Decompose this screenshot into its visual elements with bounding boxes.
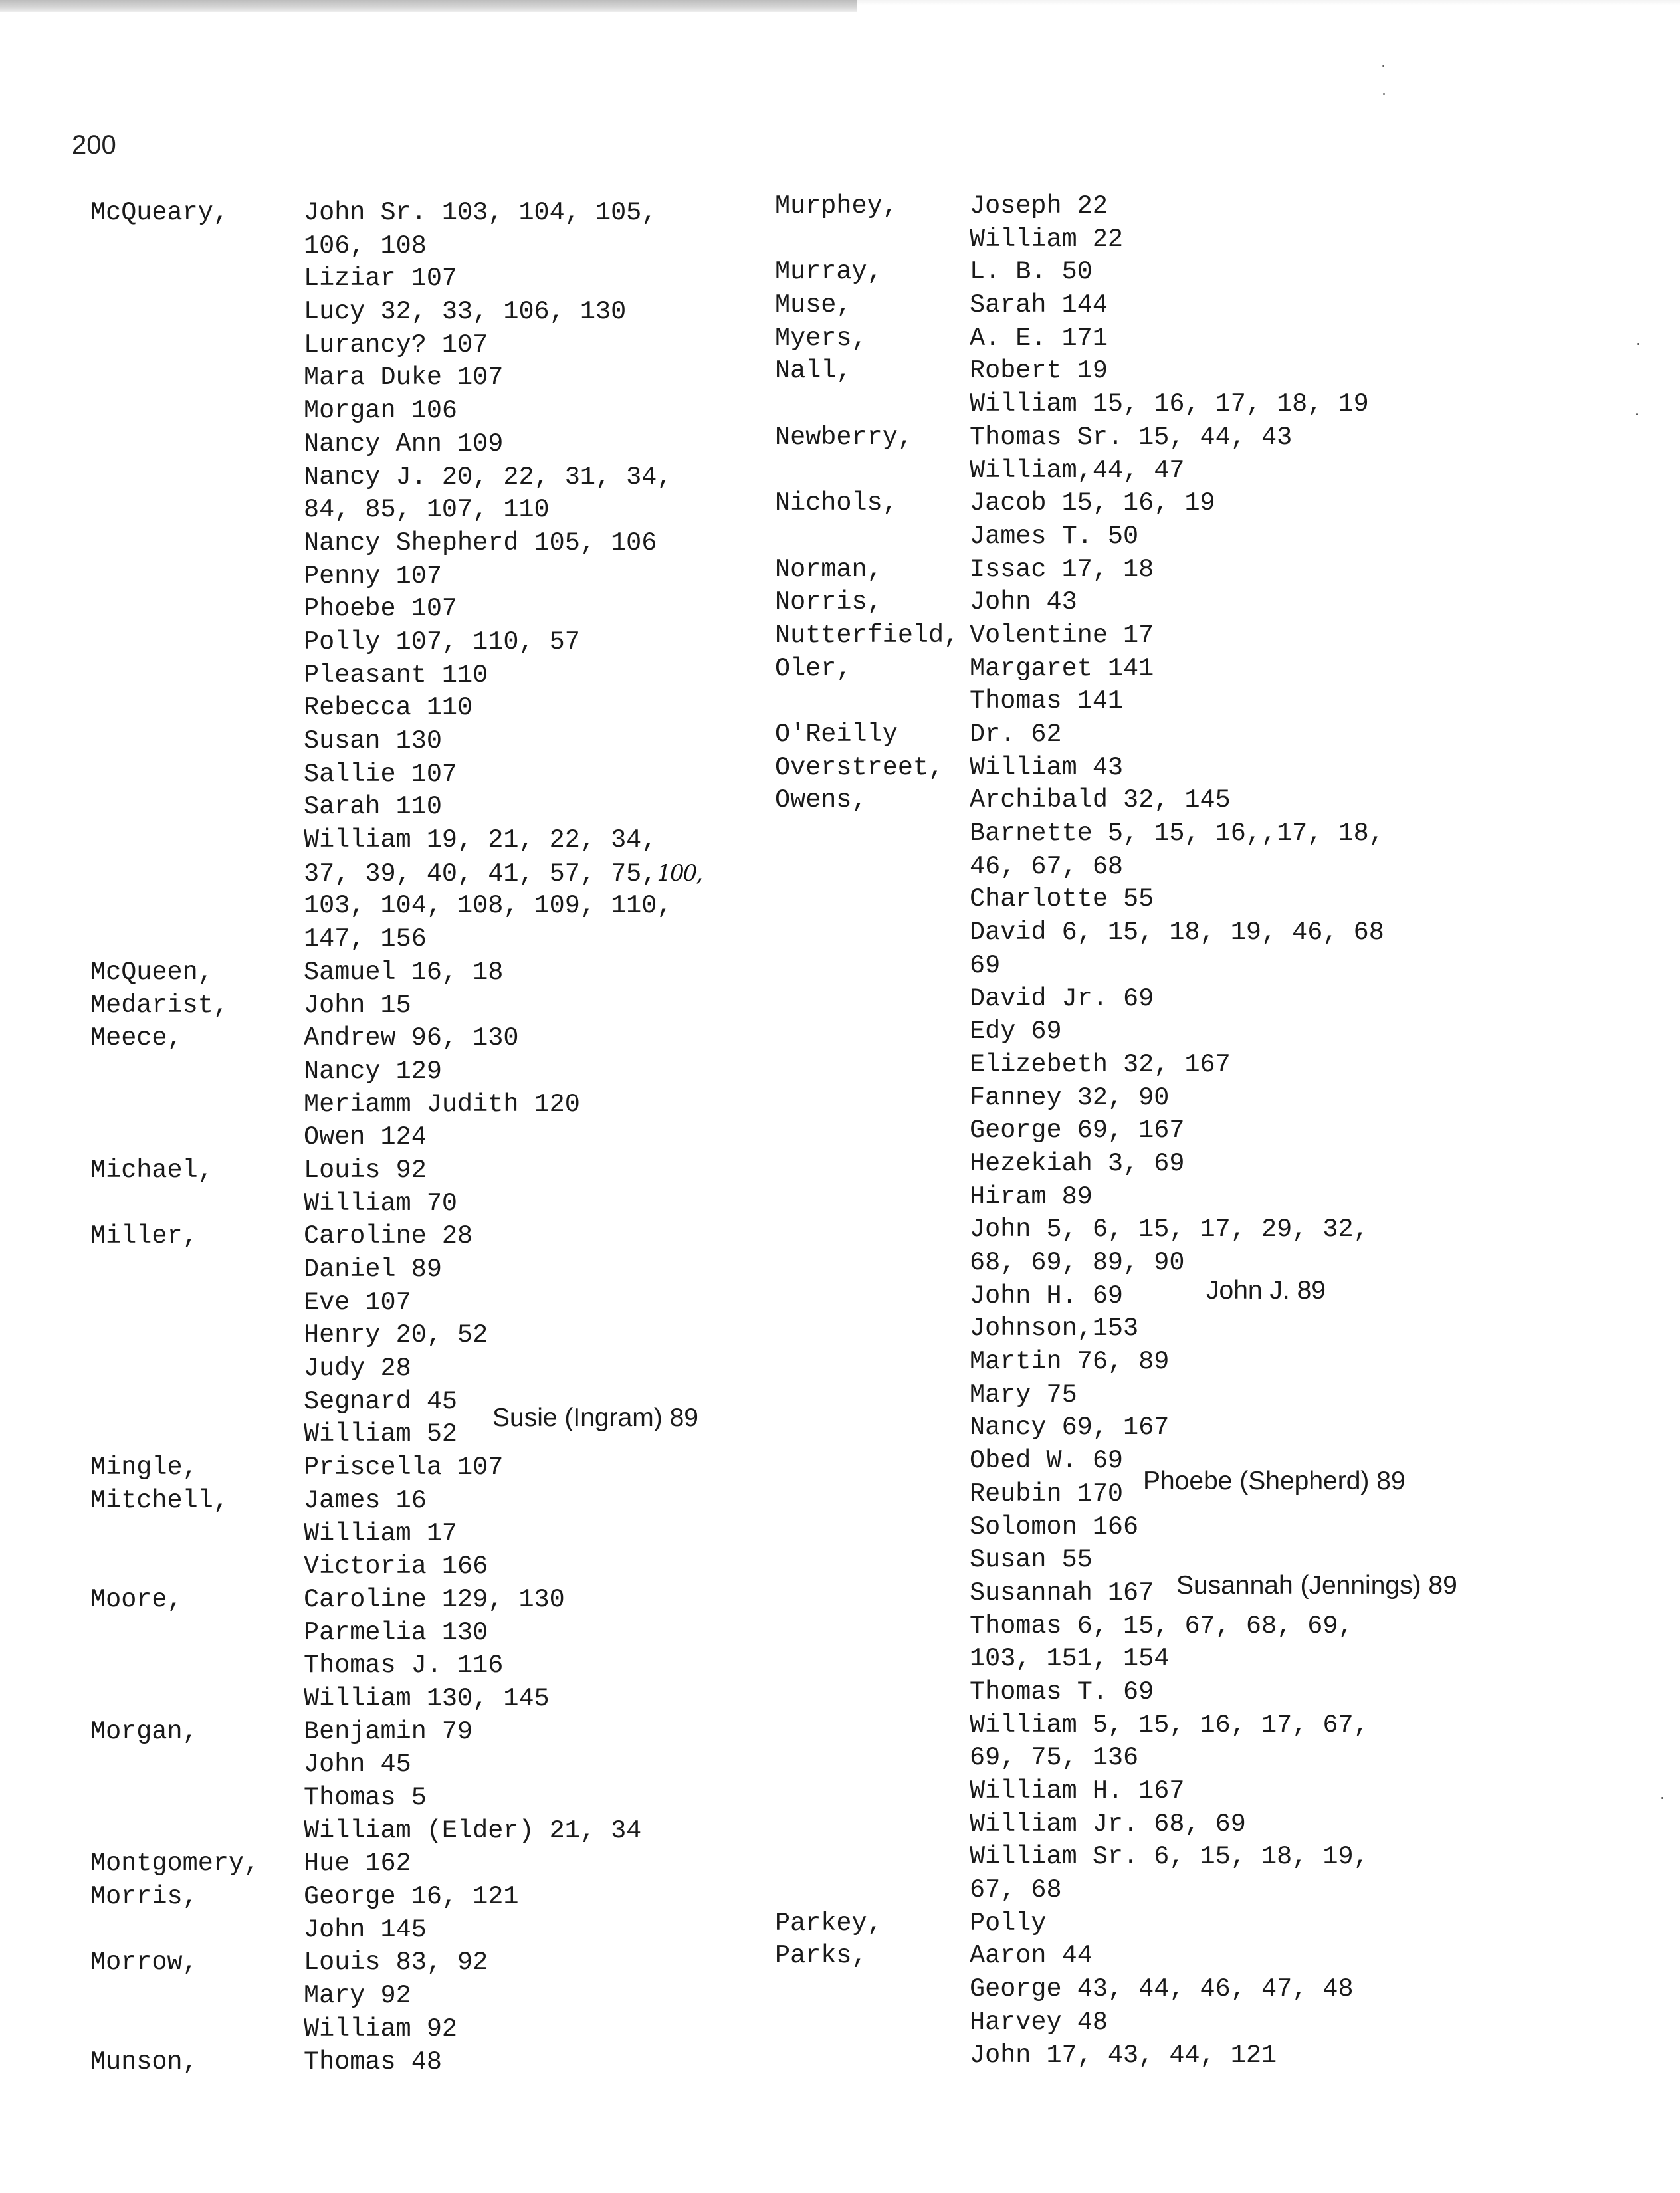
index-entry: [304, 1089, 580, 1122]
index-entry-text: Margaret 141: [970, 653, 1154, 683]
index-entry: [970, 355, 1108, 388]
index-entry: [970, 1312, 1138, 1346]
index-entry: [970, 388, 1369, 421]
index-entry-text: William 19, 21, 22, 34,: [304, 825, 657, 855]
index-entry: [304, 1584, 565, 1617]
index-entry: [970, 817, 1384, 851]
index-entry-text: Thomas J. 116: [304, 1651, 504, 1681]
index-entry-text: Susan 55: [970, 1545, 1093, 1575]
index-entry-text: Mary 92: [304, 1981, 411, 2011]
index-entry: [970, 1213, 1369, 1247]
index-entry: [970, 1181, 1093, 1214]
index-entry-text: Eve 107: [304, 1287, 411, 1317]
index-entry-text: Hue 162: [304, 1849, 411, 1879]
index-entry-text: William (Elder) 21, 34: [304, 1816, 642, 1845]
index-entry-text: William H. 167: [970, 1776, 1185, 1806]
index-entry-text: Judy 28: [304, 1354, 411, 1384]
index-entry: [970, 851, 1123, 884]
index-entry-text: Dr. 62: [970, 720, 1062, 749]
index-entry: [304, 1055, 442, 1089]
index-entry-text: Rebecca 110: [304, 693, 473, 723]
index-entry: [970, 1015, 1062, 1049]
index-surname: Miller,: [90, 1221, 198, 1251]
index-entry-text: Daniel 89: [304, 1255, 442, 1284]
index-entry: [970, 1148, 1184, 1181]
scan-speck: [1382, 65, 1384, 67]
index-entry-text: Priscella 107: [304, 1453, 504, 1483]
index-entry: [304, 1386, 457, 1419]
index-entry: [970, 1709, 1369, 1742]
index-entry-text: Segnard 45: [304, 1386, 458, 1416]
index-entry-text: Benjamin 79: [304, 1717, 473, 1746]
index-entry-text: William 5, 15, 16, 17, 67,: [970, 1710, 1369, 1740]
index-surname: Norman,: [775, 554, 883, 584]
index-entry: [970, 653, 1154, 686]
index-entry: [970, 1114, 1184, 1148]
index-surname: Medarist,: [90, 990, 229, 1020]
index-entry: [970, 718, 1062, 752]
handwritten-page-ref: 100,: [657, 859, 702, 887]
index-entry-text: 84, 85, 107, 110: [304, 495, 550, 525]
index-surname: Nutterfield,: [775, 620, 960, 650]
index-entry: [304, 1748, 411, 1782]
index-entry-text: Nancy 69, 167: [970, 1413, 1170, 1443]
index-entry: [970, 1049, 1231, 1082]
index-entry: [304, 758, 457, 791]
index-entry: [304, 890, 673, 923]
index-surname: Mingle,: [90, 1453, 198, 1483]
index-entry-text: Louis 92: [304, 1155, 427, 1185]
index-entry: [970, 256, 1093, 289]
index-entry: [970, 455, 1184, 488]
index-surname: Owens,: [775, 785, 867, 815]
index-entry-text: Sarah 110: [304, 792, 442, 822]
index-entry-text: 69, 75, 136: [970, 1743, 1139, 1773]
page-number: 200: [72, 130, 116, 159]
index-entry: [304, 1946, 488, 1980]
index-entry-text: John H. 69: [970, 1281, 1124, 1310]
index-entry-text: Meriamm Judith 120: [304, 1089, 580, 1119]
index-entry: [970, 586, 1077, 619]
index-entry: [970, 1411, 1169, 1445]
scan-edge-shadow: [0, 0, 857, 12]
index-entry-text: Hiram 89: [970, 1182, 1093, 1211]
index-entry: [970, 223, 1123, 257]
index-entry: [304, 362, 503, 395]
index-entry: [304, 262, 457, 296]
index-entry-text: Owen 124: [304, 1122, 427, 1152]
index-entry: [970, 1973, 1354, 2006]
index-entry-text: Thomas T. 69: [970, 1677, 1154, 1707]
index-entry: [970, 1511, 1138, 1544]
index-entry-text: Liziar 107: [304, 264, 458, 294]
index-entry-text: William 52: [304, 1419, 458, 1449]
index-entry-text: Parmelia 130: [304, 1618, 488, 1647]
index-entry-text: 103, 151, 154: [970, 1644, 1170, 1674]
index-entry: [304, 560, 442, 593]
index-entry: [304, 1253, 442, 1287]
index-entry-text: William 92: [304, 2014, 458, 2043]
index-surname: McQueen,: [90, 957, 213, 987]
index-entry-text: George 43, 44, 46, 47, 48: [970, 1974, 1354, 2004]
index-entry-text: Caroline 129, 130: [304, 1584, 565, 1614]
index-entry: [304, 1121, 427, 1154]
index-entry: [304, 1319, 488, 1352]
index-entry: [304, 461, 673, 494]
index-entry-text: Robert 19: [970, 356, 1108, 386]
index-entry: [970, 554, 1154, 587]
index-entry: [304, 1649, 503, 1683]
index-entry-text: Mara Duke 107: [304, 363, 504, 393]
index-entry-text: Mary 75: [970, 1380, 1077, 1410]
index-entry-text: L. B. 50: [970, 257, 1093, 287]
index-entry: [970, 289, 1108, 322]
index-entry: [970, 1082, 1169, 1115]
index-surname: Morris,: [90, 1882, 198, 1912]
index-entry: [304, 1847, 411, 1881]
index-entry-text: John 5, 6, 15, 17, 29, 32,: [970, 1215, 1369, 1245]
index-entry-text: James 16: [304, 1485, 427, 1515]
index-entry: [970, 421, 1292, 455]
index-entry: [304, 296, 626, 329]
index-entry-text: Polly: [970, 1908, 1047, 1938]
index-entry-text: William Jr. 68, 69: [970, 1809, 1246, 1839]
index-entry: [970, 520, 1138, 554]
index-entry-text: 37, 39, 40, 41, 57, 75,: [304, 859, 657, 888]
index-entry: [304, 2013, 457, 2046]
index-entry: [970, 1940, 1093, 1973]
index-entry: [970, 784, 1231, 817]
index-entry: [970, 1907, 1047, 1940]
index-entry: [304, 1518, 457, 1551]
index-entry: [304, 1914, 427, 1947]
index-entry: [304, 2046, 442, 2079]
index-entry-text: Jacob 15, 16, 19: [970, 488, 1215, 518]
index-entry-text: Nancy Ann 109: [304, 429, 504, 459]
index-surname: Michael,: [90, 1155, 213, 1185]
index-entry: [304, 1683, 550, 1716]
index-entry: [304, 230, 427, 263]
index-entry: [304, 1782, 427, 1815]
index-entry-text: Archibald 32, 145: [970, 785, 1231, 815]
index-entry: [970, 1346, 1169, 1379]
index-entry: [304, 197, 657, 230]
index-entry: [304, 857, 702, 891]
index-entry: [304, 1188, 457, 1221]
index-entry-text: Lucy 32, 33, 106, 130: [304, 297, 627, 327]
index-entry: [304, 626, 580, 659]
index-entry-text: 103, 104, 108, 109, 110,: [304, 891, 673, 921]
index-surname: Oler,: [775, 653, 852, 683]
index-entry-text: Aaron 44: [970, 1941, 1093, 1971]
index-entry: [970, 2039, 1277, 2073]
index-entry: [304, 1022, 518, 1055]
index-surname: Morgan,: [90, 1717, 198, 1746]
index-entry-text: Sallie 107: [304, 759, 458, 789]
index-entry: [970, 950, 1000, 983]
index-entry-text: George 16, 121: [304, 1882, 519, 1912]
index-entry: [970, 1445, 1123, 1478]
scan-edge-shadow-right: [857, 0, 1680, 5]
index-entry: [970, 1379, 1077, 1412]
index-surname: Mitchell,: [90, 1485, 229, 1515]
index-surname: Parkey,: [775, 1908, 883, 1938]
index-entry: [970, 487, 1215, 520]
index-entry-text: Fanney 32, 90: [970, 1083, 1170, 1112]
index-entry-text: Thomas 141: [970, 686, 1124, 716]
index-entry-text: William 17: [304, 1518, 458, 1548]
index-entry-text: Thomas 5: [304, 1783, 427, 1812]
index-entry: [304, 1352, 411, 1386]
index-surname: Nichols,: [775, 488, 898, 518]
index-entry-text: Nancy Shepherd 105, 106: [304, 528, 657, 558]
index-entry-text: 67, 68: [970, 1875, 1062, 1905]
index-entry: [970, 1775, 1184, 1808]
index-entry: [970, 1577, 1154, 1610]
index-entry-text: Volentine 17: [970, 620, 1154, 650]
index-entry: [970, 983, 1154, 1016]
index-entry: [970, 685, 1123, 718]
index-entry-text: Polly 107, 110, 57: [304, 627, 580, 657]
index-entry: [304, 923, 427, 956]
index-entry: [304, 1418, 457, 1451]
index-entry: [304, 428, 503, 461]
index-entry: [304, 659, 488, 692]
index-entry: [304, 725, 442, 758]
scan-speck: [1637, 343, 1639, 345]
index-entry: [970, 1808, 1246, 1841]
index-entry-text: Nancy J. 20, 22, 31, 34,: [304, 462, 673, 492]
index-entry-text: Solomon 166: [970, 1512, 1139, 1542]
index-entry: [304, 791, 442, 824]
index-entry-text: William 70: [304, 1188, 458, 1218]
index-entry-text: Morgan 106: [304, 396, 458, 426]
index-entry: [970, 1742, 1138, 1775]
index-surname: Norris,: [775, 587, 883, 617]
index-entry-text: Thomas 6, 15, 67, 68, 69,: [970, 1611, 1354, 1641]
index-entry: [970, 1280, 1123, 1313]
index-entry-text: George 69, 167: [970, 1116, 1185, 1146]
index-entry: [970, 1874, 1062, 1907]
index-entry: [304, 824, 657, 857]
index-surname: Muse,: [775, 290, 852, 320]
index-entry-text: Charlotte 55: [970, 885, 1154, 914]
index-surname: Munson,: [90, 2047, 198, 2077]
index-surname: Myers,: [775, 323, 867, 353]
index-entry: [970, 619, 1154, 653]
index-entry-text: Andrew 96, 130: [304, 1023, 519, 1053]
index-entry: [304, 1485, 427, 1518]
index-entry-text: William 43: [970, 752, 1124, 782]
scan-speck: [1661, 1797, 1663, 1799]
index-surname: Montgomery,: [90, 1849, 260, 1879]
index-entry: [304, 1220, 472, 1253]
index-entry-text: Phoebe 107: [304, 594, 458, 624]
index-entry-text: William 15, 16, 17, 18, 19: [970, 389, 1369, 419]
index-entry: [970, 1610, 1354, 1643]
index-entry: [304, 1716, 472, 1749]
index-entry-text: David 6, 15, 18, 19, 46, 68: [970, 918, 1384, 948]
index-entry-text: Edy 69: [970, 1017, 1062, 1047]
index-entry-text: William 130, 145: [304, 1683, 550, 1713]
index-entry-text: Thomas Sr. 15, 44, 43: [970, 422, 1293, 452]
index-entry-text: Thomas 48: [304, 2047, 442, 2077]
index-surname: Meece,: [90, 1023, 183, 1053]
index-entry-text: Obed W. 69: [970, 1446, 1124, 1476]
index-entry-text: Lurancy? 107: [304, 330, 488, 360]
index-entry: [970, 1478, 1123, 1511]
index-entry-text: 68, 69, 89, 90: [970, 1248, 1185, 1277]
index-entry: [304, 1154, 427, 1188]
annotation-susannah-jennings: Susannah (Jennings) 89: [1176, 1571, 1457, 1600]
index-entry: [304, 990, 411, 1023]
index-entry-text: Pleasant 110: [304, 660, 488, 690]
index-entry-text: John 17, 43, 44, 121: [970, 2040, 1277, 2070]
index-surname: Parks,: [775, 1941, 867, 1971]
index-entry: [304, 1815, 641, 1848]
index-entry-text: Caroline 28: [304, 1221, 473, 1251]
index-entry: [304, 494, 550, 527]
index-entry-text: 106, 108: [304, 231, 427, 261]
index-entry: [970, 1676, 1154, 1709]
annotation-phoebe-shepherd: Phoebe (Shepherd) 89: [1143, 1467, 1406, 1495]
index-entry: [304, 692, 472, 725]
index-entry: [304, 1550, 488, 1584]
index-entry: [304, 1287, 411, 1320]
index-entry: [970, 1247, 1184, 1280]
index-entry-text: John 45: [304, 1750, 411, 1780]
index-entry-text: John 15: [304, 990, 411, 1020]
annotation-john-j: John J. 89: [1206, 1276, 1326, 1305]
index-entry: [970, 883, 1154, 916]
index-entry-text: Hezekiah 3, 69: [970, 1148, 1185, 1178]
index-entry-text: Henry 20, 52: [304, 1320, 488, 1350]
scan-speck: [1383, 93, 1385, 95]
index-surname: O'Reilly: [775, 720, 898, 749]
index-entry-text: James T. 50: [970, 521, 1139, 551]
index-entry-text: William Sr. 6, 15, 18, 19,: [970, 1842, 1369, 1872]
index-entry: [304, 1881, 518, 1914]
index-entry-text: Elizebeth 32, 167: [970, 1049, 1231, 1079]
index-entry: [970, 2006, 1108, 2039]
index-entry-text: Barnette 5, 15, 16,,17, 18,: [970, 819, 1384, 849]
index-entry-text: Penny 107: [304, 561, 442, 591]
index-entry-text: William 22: [970, 224, 1124, 254]
index-entry-text: 147, 156: [304, 924, 427, 954]
index-entry: [304, 593, 457, 626]
index-entry-text: Issac 17, 18: [970, 554, 1154, 584]
index-entry-text: Susannah 167: [970, 1578, 1154, 1608]
index-entry-text: John 43: [970, 587, 1077, 617]
index-entry: [970, 1841, 1369, 1874]
index-entry: [304, 1617, 488, 1650]
index-entry-text: Reubin 170: [970, 1479, 1124, 1509]
index-entry-text: Louis 83, 92: [304, 1948, 488, 1978]
index-entry: [970, 752, 1123, 785]
index-surname: Murphey,: [775, 191, 898, 221]
index-entry: [970, 190, 1108, 223]
index-entry: [970, 1544, 1093, 1577]
index-entry-text: Susan 130: [304, 726, 442, 756]
index-entry-text: A. E. 171: [970, 323, 1108, 353]
index-entry-text: Sarah 144: [970, 290, 1108, 320]
index-entry: [304, 1451, 503, 1485]
index-entry-text: William,44, 47: [970, 455, 1185, 485]
index-entry-text: Nancy 129: [304, 1056, 442, 1086]
index-entry-text: John 145: [304, 1915, 427, 1944]
index-entry-text: Martin 76, 89: [970, 1347, 1170, 1377]
index-entry-text: Johnson,153: [970, 1314, 1139, 1344]
annotation-susie-ingram: Susie (Ingram) 89: [492, 1404, 698, 1432]
index-entry-text: Samuel 16, 18: [304, 957, 504, 987]
index-surname: Murray,: [775, 257, 883, 287]
index-entry: [970, 322, 1108, 356]
index-entry: [970, 916, 1384, 950]
index-entry: [304, 527, 657, 560]
scan-speck: [1636, 413, 1638, 415]
index-entry: [304, 395, 457, 428]
index-entry: [304, 329, 488, 362]
index-surname: Overstreet,: [775, 752, 944, 782]
index-entry-text: Joseph 22: [970, 191, 1108, 221]
index-entry: [304, 956, 503, 990]
index-entry-text: Victoria 166: [304, 1552, 488, 1582]
index-surname: Nall,: [775, 356, 852, 386]
index-entry-text: David Jr. 69: [970, 984, 1154, 1013]
index-surname: Moore,: [90, 1584, 183, 1614]
index-entry-text: Harvey 48: [970, 2007, 1108, 2037]
index-surname: Newberry,: [775, 422, 913, 452]
index-entry: [304, 1980, 411, 2013]
index-surname: Morrow,: [90, 1948, 198, 1978]
index-surname: McQueary,: [90, 198, 229, 227]
index-entry-text: 46, 67, 68: [970, 851, 1124, 881]
index-entry-text: 69: [970, 950, 1001, 980]
index-entry: [970, 1643, 1169, 1676]
index-entry-text: John Sr. 103, 104, 105,: [304, 198, 657, 227]
